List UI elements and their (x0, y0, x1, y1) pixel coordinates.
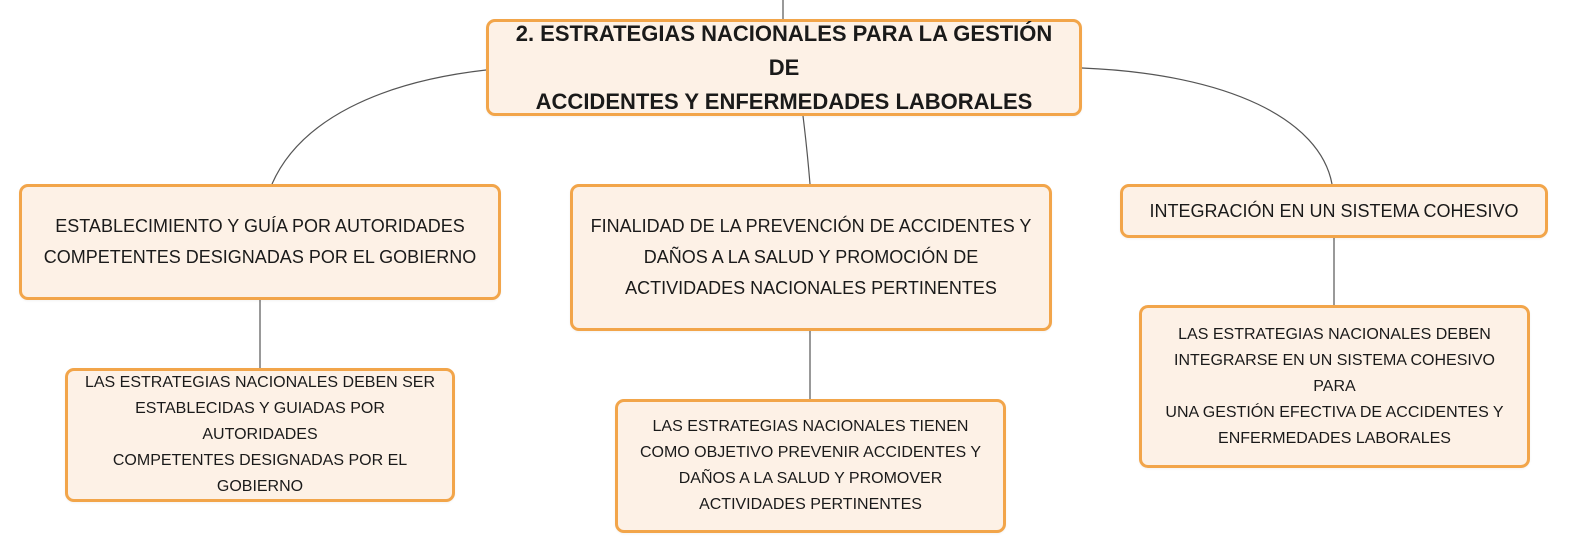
detail-node-authorities[interactable] (65, 368, 455, 502)
branch-node-integration[interactable] (1120, 184, 1548, 238)
branch-title-line: INTEGRACIÓN EN UN SISTEMA COHESIVO (1149, 200, 1519, 221)
detail-line: UNA GESTIÓN EFECTIVA DE ACCIDENTES Y (1165, 403, 1504, 421)
branch-title-line: COMPETENTES DESIGNADAS POR EL GOBIERNO (43, 247, 477, 267)
branch-node-prevention[interactable] (570, 184, 1052, 331)
detail-node-integration[interactable] (1139, 305, 1530, 468)
branch-node-authorities[interactable] (19, 184, 501, 300)
branch-title-line: FINALIDAD DE LA PREVENCIÓN DE ACCIDENTES Y (590, 216, 1032, 236)
branch-title-line: DAÑOS A LA SALUD Y PROMOCIÓN DE (643, 247, 979, 267)
root-title-line-2: ACCIDENTES Y ENFERMEDADES LABORALES (535, 88, 1033, 114)
detail-node-prevention[interactable] (615, 399, 1006, 533)
detail-line: INTEGRARSE EN UN SISTEMA COHESIVO PARA (1174, 351, 1495, 395)
connector-root-right (1082, 68, 1332, 184)
detail-line: LAS ESTRATEGIAS NACIONALES DEBEN SER (84, 374, 436, 391)
branch-title-line: ESTABLECIMIENTO Y GUÍA POR AUTORIDADES (55, 216, 465, 236)
detail-line: ESTABLECIDAS Y GUIADAS POR AUTORIDADES (135, 400, 385, 443)
connector-root-center (803, 116, 810, 184)
detail-line: ACTIVIDADES PERTINENTES (699, 496, 922, 513)
detail-line: COMO OBJETIVO PREVENIR ACCIDENTES Y (639, 444, 982, 461)
detail-line: LAS ESTRATEGIAS NACIONALES TIENEN (652, 418, 969, 435)
root-title-line-1: 2. ESTRATEGIAS NACIONALES PARA LA GESTIÓN DE (515, 20, 1053, 80)
detail-line: ENFERMEDADES LABORALES (1218, 429, 1451, 447)
detail-line: GOBIERNO (216, 478, 304, 495)
detail-line: DAÑOS A LA SALUD Y PROMOVER (678, 470, 943, 487)
detail-line: LAS ESTRATEGIAS NACIONALES DEBEN (1178, 325, 1491, 343)
detail-line: COMPETENTES DESIGNADAS POR EL (112, 452, 408, 469)
connector-root-left (272, 70, 486, 184)
root-node[interactable] (486, 19, 1082, 116)
branch-title-line: ACTIVIDADES NACIONALES PERTINENTES (625, 278, 997, 298)
